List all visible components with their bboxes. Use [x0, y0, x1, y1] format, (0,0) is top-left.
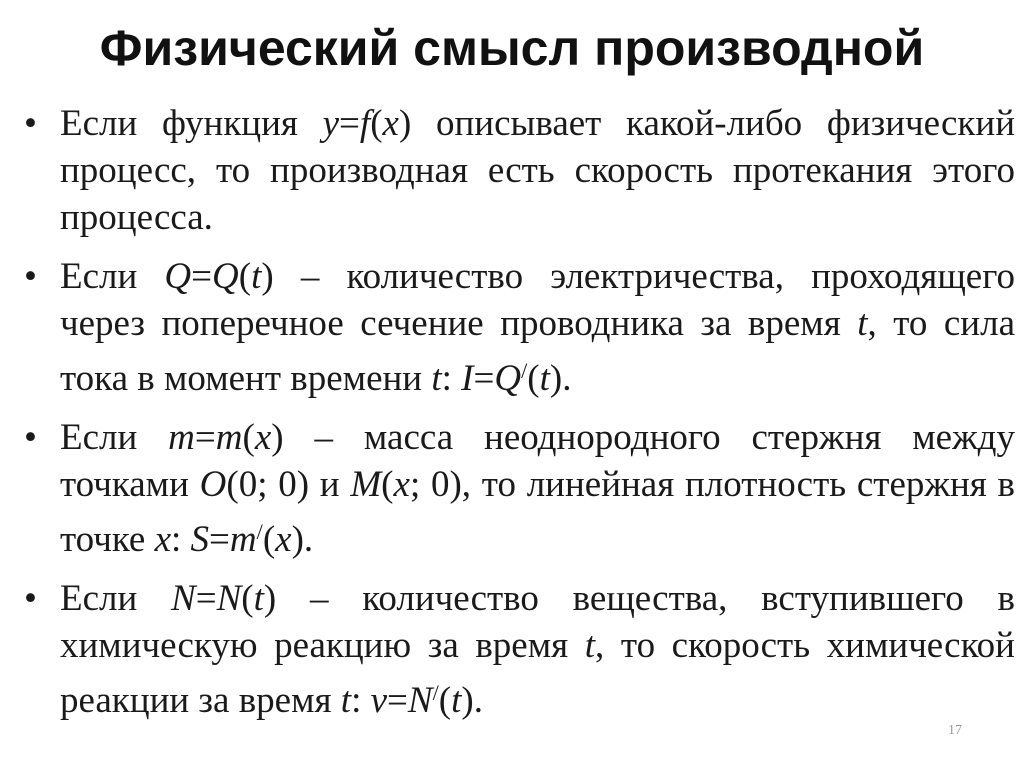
text: Если функция	[60, 103, 323, 144]
formula-paren: (	[242, 417, 255, 459]
formula-var: x	[393, 464, 410, 506]
formula-var: m	[215, 417, 243, 459]
prime-mark: /	[521, 358, 528, 383]
formula-paren: (	[241, 578, 254, 620]
formula-var: N	[216, 578, 242, 620]
formula-var: x	[154, 519, 171, 561]
page-number: 17	[948, 723, 962, 738]
bullet-item-function	[20, 100, 1015, 241]
formula-paren: (	[438, 680, 452, 722]
prime-mark: /	[256, 519, 263, 545]
bullet-list	[20, 100, 1015, 737]
text: – масса неоднородного стержня между точками	[60, 417, 1015, 506]
formula-paren: (	[381, 464, 394, 506]
text: – количество вещества, вступившего в химическую реакцию за время	[60, 578, 1015, 667]
formula-var: y	[322, 103, 340, 144]
formula-paren: (	[370, 103, 383, 144]
formula-var: t	[431, 358, 442, 400]
formula-var: I	[461, 358, 474, 400]
text: (0; 0) и	[226, 464, 351, 506]
formula-var: N	[171, 578, 196, 620]
text: , то сила тока в момент времени	[60, 303, 1015, 400]
text: , то скорость химической реакции за время	[60, 625, 1015, 722]
prime-mark: /	[432, 680, 439, 706]
formula-var: x	[254, 417, 272, 459]
formula-paren: (	[262, 519, 276, 561]
formula-var: m	[168, 417, 195, 459]
formula-var: t	[539, 358, 550, 400]
formula-op: =	[339, 103, 360, 144]
formula-paren: (	[527, 358, 540, 400]
bullet-item-mass	[20, 414, 1015, 563]
text: Если	[60, 578, 172, 620]
text: :	[441, 358, 462, 400]
formula-paren: ).	[461, 680, 483, 722]
text: :	[351, 680, 371, 722]
formula-op: =	[387, 680, 408, 722]
formula-paren: )	[261, 256, 274, 297]
formula-var: Q	[212, 256, 239, 297]
formula-var: S	[190, 519, 210, 561]
formula-var: M	[350, 464, 382, 506]
slide-title: Физический смысл производной	[99, 20, 925, 76]
bullet-item-current	[20, 253, 1015, 402]
formula-paren: )	[263, 578, 277, 620]
formula-op: =	[209, 519, 230, 561]
formula-var: f	[359, 103, 371, 144]
formula-var: t	[451, 680, 462, 722]
text: :	[171, 519, 191, 561]
formula-op: =	[195, 578, 217, 620]
formula-var: t	[584, 625, 596, 667]
text: Если	[60, 417, 169, 459]
formula-var: Q	[494, 358, 522, 400]
formula-var: x	[275, 519, 292, 561]
text: Если	[60, 256, 165, 297]
formula-paren: ).	[549, 358, 572, 400]
formula-op: =	[194, 417, 216, 459]
formula-var: t	[857, 303, 868, 344]
formula-var: t	[253, 578, 264, 620]
formula-var: t	[340, 680, 352, 722]
text: – количество электричества, проходящего через поперечное сечение проводника за время	[60, 256, 1015, 344]
text: ; 0), то линейная плотность стержня в точке	[60, 464, 1015, 561]
formula-var: x	[382, 103, 399, 144]
formula-var: t	[251, 256, 262, 297]
formula-var: O	[199, 464, 227, 506]
formula-paren: )	[271, 417, 284, 459]
formula-op: =	[191, 256, 213, 297]
text: описывает какой-либо физический процесс, то производная есть скорость протекания этого процесса.	[60, 103, 1016, 238]
formula-var: m	[229, 519, 257, 561]
bullet-item-reaction	[20, 575, 1015, 724]
formula-op: =	[473, 358, 495, 400]
formula-paren: ).	[291, 519, 314, 561]
formula-paren: (	[238, 256, 252, 297]
formula-var: Q	[164, 256, 192, 297]
formula-var: v	[370, 680, 388, 722]
formula-paren: )	[398, 103, 412, 144]
formula-var: N	[407, 680, 433, 722]
